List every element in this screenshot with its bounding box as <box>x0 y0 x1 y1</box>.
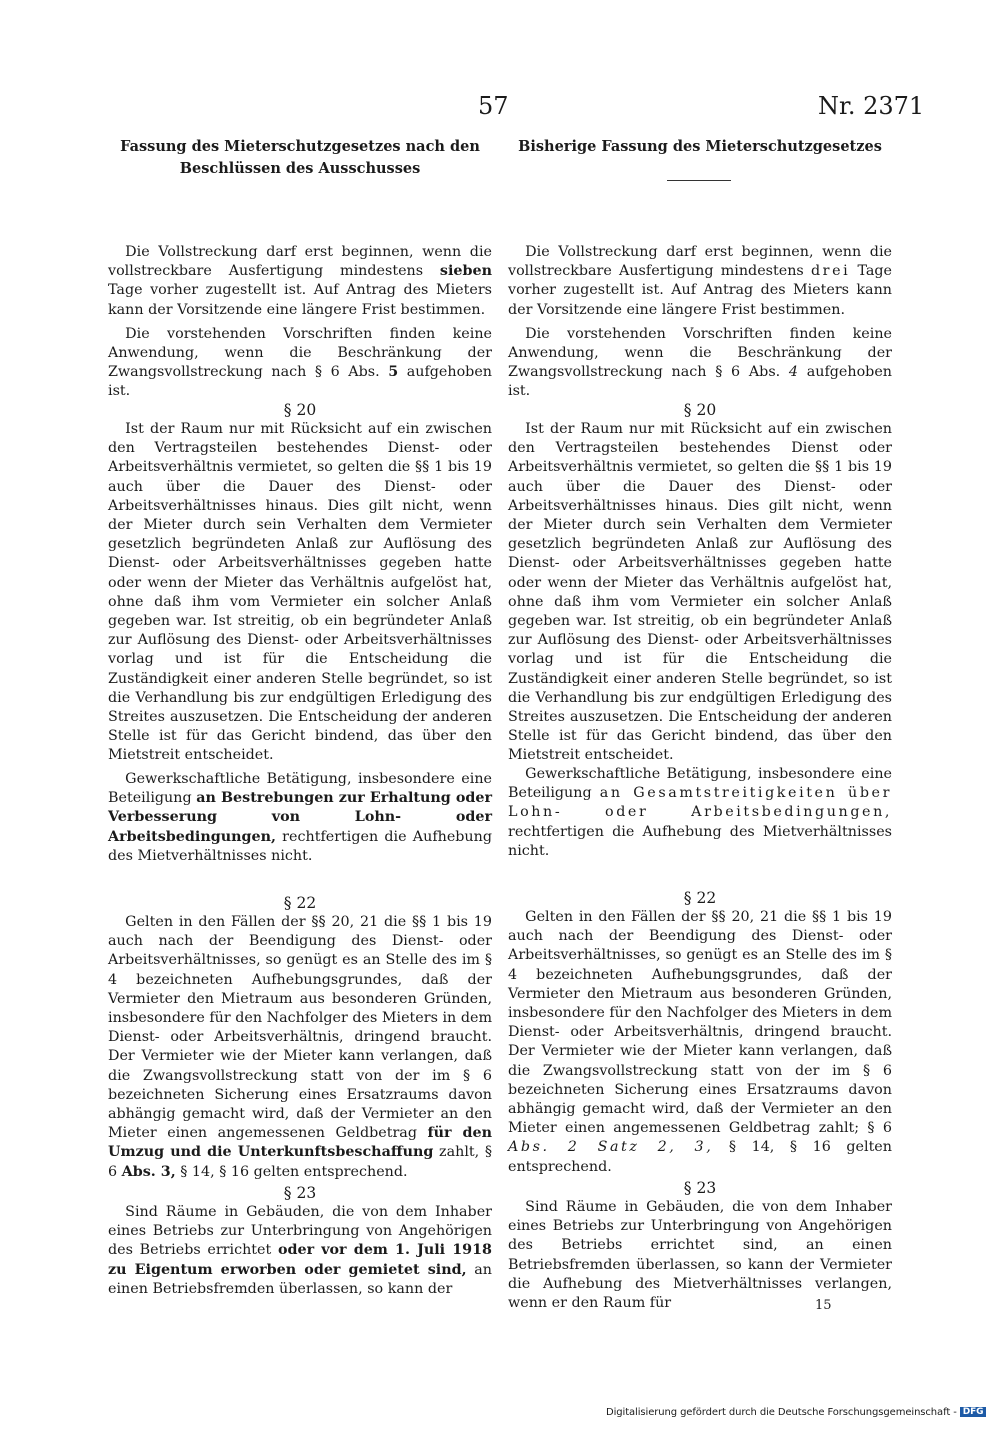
right-block-gewerkschaft <box>508 765 892 861</box>
left-section-20 <box>108 400 492 766</box>
spaced-text: Abs. 2 Satz 2, 3, <box>508 1139 714 1156</box>
paragraph: Gelten in den Fällen der §§ 20, 21 die §§ 1 bis 19 auch nach der Beendigung des Dienst- oder Arbeitsverhältnisses, so genügt es an Stelle des im § 4 bezeichneten Aufhebungsgrundes, daß der Vermieter den Mietraum aus besonderen Gründen, insbesondere für den Nachfolger des Mieters in dem Dienst- oder Arbeitsverhältnis, dringend braucht. Der Vermieter wie der Mieter kann verlangen, daß die Zwangsvollstreckung statt von der im § 6 bezeichneten Sicherung eines Ersatzraums davon abhängig gemacht wird, daß der Vermieter an den Mieter einen angemessenen Geldbetrag für den Umzug und die Unterkunftsbeschaffung zahlt, § 6 Abs. 3, § 14, § 16 gelten entsprechend. <box>108 914 493 1180</box>
paragraph: Die Vollstreckung darf erst beginnen, wenn die vollstreckbare Ausfertigung mindestens sieben Tage vorher zugestellt ist. Auf Antrag des Mieters kann der Vorsitzende eine längere Frist bestimmen. <box>108 244 492 318</box>
section-heading: § 23 <box>683 1179 717 1197</box>
paragraph: Gewerkschaftliche Betätigung, insbesondere eine Beteiligung an Gesamtstreitigkeiten über Lohn- oder Arbeitsbedingungen, rechtfertigen die Aufhebung des Mietverhältnisses nicht. <box>508 766 893 859</box>
spaced-text: drei <box>810 263 851 280</box>
section-heading: § 20 <box>683 401 717 419</box>
spaced-text: an Gesamtstreitigkeiten über Lohn- oder Arbeitsbedingungen, <box>508 785 893 821</box>
left-section-23 <box>108 1183 492 1299</box>
credit-text: Digitalisierung gefördert durch die Deutsche Forschungsgemeinschaft - <box>606 1407 957 1418</box>
changed-text: an Bestrebungen zur Erhaltung oder Verbesserung von Lohn- oder Arbeitsbedingungen, <box>108 790 493 845</box>
paragraph: Ist der Raum nur mit Rücksicht auf ein zwischen den Vertragsteilen bestehendes Dienst- oder Arbeitsverhältnis vermietet, so gelten die §§ 1 bis 19 auch über die Dauer des Dienst- oder Arbeitsverhältnisses hinaus. Dies gilt nicht, wenn der Mieter durch sein Verhalten dem Vermieter gesetzlich begründeten Anlaß zur Auflösung des Dienst- oder Arbeitsverhältnisses gegeben hatte oder wenn der Mieter das Verhältnis aufgelöst hat, ohne daß ihm vom Vermieter ein solcher Anlaß gegeben war. Ist streitig, ob ein begründeter Anlaß zur Auflösung des Dienst- oder Arbeitsverhältnisses vorlag und ist für die Entscheidung die Zuständigkeit einer anderen Stelle begründet, so ist die Verhandlung bis zur endgültigen Erledigung des Streites auszusetzen. Die Entscheidung der anderen Stelle ist für das Gericht bindend, das über den Mietstreit entscheidet. <box>108 421 492 764</box>
changed-text: oder vor dem 1. Juli 1918 zu Eigentum erworben oder gemietet sind, <box>108 1242 492 1278</box>
section-heading: § 22 <box>283 894 317 912</box>
changed-text: sieben <box>439 263 492 280</box>
paragraph: Gelten in den Fällen der §§ 20, 21 die §§ 1 bis 19 auch nach der Beendigung des Dienst- oder Arbeitsverhältnisses, so genügt es an Stelle des im § 4 bezeichneten Aufhebungsgrundes, daß der Vermieter den Mietraum aus besonderen Gründen, insbesondere für den Nachfolger des Mieters in dem Dienst- oder Arbeitsverhältnis, dringend braucht. Der Vermieter wie der Mieter kann verlangen, daß die Zwangsvollstreckung statt von der im § 6 bezeichneten Sicherung eines Ersatzraums davon abhängig gemacht wird, daß der Vermieter an den Mieter einen angemessenen Geldbetrag zahlt; § 6 Abs. 2 Satz 2, 3, § 14, § 16 gelten entsprechend. <box>508 909 892 1175</box>
right-section-20 <box>508 400 892 766</box>
paragraph: Sind Räume in Gebäuden, die von dem Inhaber eines Betriebs zur Unterbringung von Angehörigen des Betriebs errichtet sind, an einen Betriebsfremden überlassen, so kann der Vermieter die Aufhebung des Mietverhältnisses verlangen, wenn er den Raum für <box>508 1199 892 1312</box>
paragraph: Sind Räume in Gebäuden, die von dem Inhaber eines Betriebs zur Unterbringung von Angehörigen des Betriebs errichtet oder vor dem 1. Juli 1918 zu Eigentum erworben oder gemietet sind, an einen Betriebsfremden überlassen, so kann der <box>108 1204 492 1297</box>
dfg-logo: DFG <box>960 1407 987 1417</box>
section-heading: § 20 <box>283 401 317 419</box>
paragraph: Die vorstehenden Vorschriften finden keine Anwendung, wenn die Beschränkung der Zwangsvollstreckung nach § 6 Abs. 5 aufgehoben ist. <box>108 325 492 400</box>
section-heading: § 23 <box>283 1184 317 1202</box>
paragraph: Die vorstehenden Vorschriften finden keine Anwendung, wenn die Beschränkung der Zwangsvollstreckung nach § 6 Abs. 4 aufgehoben ist. <box>508 325 892 400</box>
paragraph: Ist der Raum nur mit Rücksicht auf ein zwischen den Vertragsteilen bestehendes Dienst oder Arbeitsverhältnis vermietet, so gelten die §§ 1 bis 19 auch über die Dauer des Dienst- oder Arbeitsverhältnisses hinaus. Dies gilt nicht, wenn der Mieter durch sein Verhalten dem Vermieter gesetzlich begründeten Anlaß zur Auflösung des Dienst- oder Arbeitsverhältnisses gegeben hatte oder wenn der Mieter das Verhältnis aufgelöst hat, ohne daß ihm vom Vermieter ein solcher Anlaß gegeben war. Ist streitig, ob ein begründeter Anlaß zur Auflösung des Dienst- oder Arbeitsverhältnisses vorlag und ist für die Entscheidung die Zuständigkeit einer anderen Stelle begründet, so ist die Verhandlung bis zur endgültigen Erledigung des Streites auszusetzen. Die Entscheidung der anderen Stelle ist für das Gericht bindend, das über den Mietstreit entscheidet. <box>508 421 892 764</box>
left-section-22 <box>108 893 492 1182</box>
paragraph: Gewerkschaftliche Betätigung, insbesondere eine Beteiligung an Bestrebungen zur Erhaltung oder Verbesserung von Lohn- oder Arbeitsbedingungen, rechtfertigen die Aufhebung des Mietverhältnisses nicht. <box>108 771 493 864</box>
left-block-gewerkschaft <box>108 770 492 866</box>
page-footnote-number: 15 <box>815 1298 832 1313</box>
left-block-vollstreckung <box>108 243 492 402</box>
document-number: Nr. 2371 <box>818 92 925 120</box>
digitization-credit <box>606 1407 986 1418</box>
section-heading: § 22 <box>683 889 717 907</box>
changed-text: Abs. 3, <box>121 1163 176 1180</box>
right-section-22 <box>508 888 892 1177</box>
paragraph: Die Vollstreckung darf erst beginnen, wenn die vollstreckbare Ausfertigung mindestens drei Tage vorher zugestellt ist. Auf Antrag des Mieters kann der Vorsitzende eine längere Frist bestimmen. <box>508 244 893 318</box>
page-number: 57 <box>478 92 509 120</box>
right-column-title: Bisherige Fassung des Mieterschutzgesetzes <box>518 138 882 155</box>
right-section-23 <box>508 1178 892 1313</box>
italic-text: 4 <box>788 364 799 381</box>
changed-text: 5 <box>388 364 399 381</box>
right-block-vollstreckung <box>508 243 892 402</box>
title-rule <box>667 180 731 181</box>
left-column-title: Fassung des Mieterschutzgesetzes nach den Beschlüssen des Ausschusses <box>120 138 480 177</box>
changed-text: für den Umzug und die Unterkunftsbeschaffung <box>108 1125 493 1161</box>
